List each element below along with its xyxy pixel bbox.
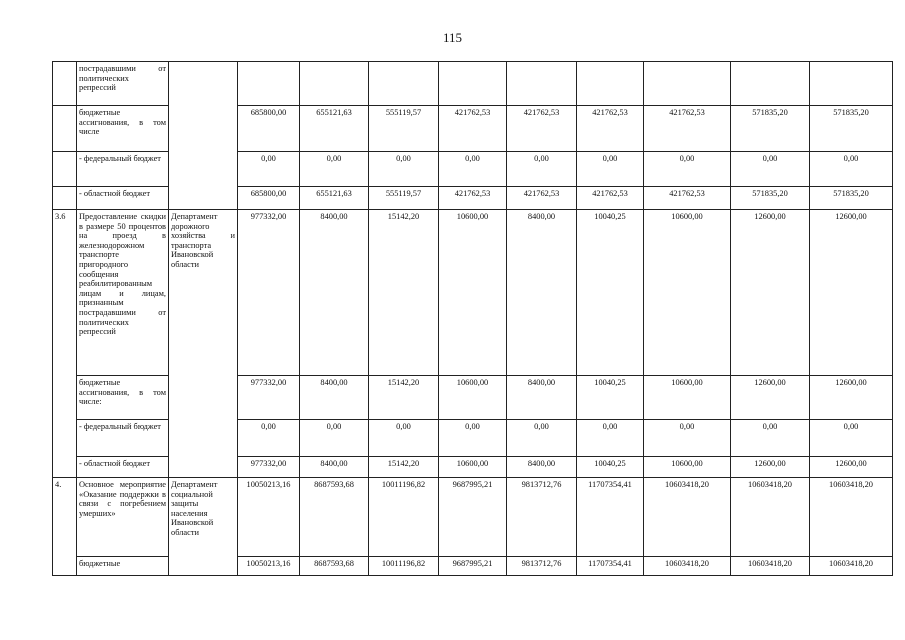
value-cell: 555119,57 <box>369 106 439 152</box>
value-cell: 10600,00 <box>439 376 507 420</box>
value-cell: 8400,00 <box>507 210 577 376</box>
value-cell: 977332,00 <box>238 376 300 420</box>
value-cell: 0,00 <box>238 152 300 187</box>
value-cell <box>507 62 577 106</box>
value-cell: 0,00 <box>300 152 369 187</box>
value-cell <box>439 62 507 106</box>
value-cell: 685800,00 <box>238 187 300 210</box>
value-cell: 9813712,76 <box>507 557 577 576</box>
row-index-cell <box>53 187 77 210</box>
value-cell: 10600,00 <box>439 457 507 478</box>
value-cell: 0,00 <box>644 420 731 457</box>
value-cell: 8400,00 <box>507 376 577 420</box>
value-cell: 12600,00 <box>810 210 893 376</box>
value-cell: 10040,25 <box>577 457 644 478</box>
value-cell: 10600,00 <box>644 457 731 478</box>
row-label-cell: - областной бюджет <box>77 187 169 210</box>
table-row <box>53 478 893 557</box>
value-cell: 0,00 <box>731 152 810 187</box>
value-cell: 8687593,68 <box>300 557 369 576</box>
value-cell: 571835,20 <box>810 187 893 210</box>
row-index-cell: 3.6 <box>53 210 77 478</box>
row-index-cell <box>53 62 77 106</box>
row-label-cell: - федеральный бюджет <box>77 152 169 187</box>
value-cell: 12600,00 <box>731 376 810 420</box>
row-label-cell: - областной бюджет <box>77 457 169 478</box>
value-cell: 10600,00 <box>644 210 731 376</box>
value-cell: 12600,00 <box>810 376 893 420</box>
value-cell <box>644 62 731 106</box>
value-cell: 555119,57 <box>369 187 439 210</box>
value-cell <box>369 62 439 106</box>
row-label-cell: Предоставление скидки в размере 50 процентов на проезд в железнодорожном транспорте пригородного сообщения реабилитированным лицам и лицам, признанным пострадавшими от политических репрессий <box>77 210 169 376</box>
value-cell: 10040,25 <box>577 376 644 420</box>
value-cell: 10603418,20 <box>731 557 810 576</box>
value-cell: 655121,63 <box>300 187 369 210</box>
value-cell: 15142,20 <box>369 210 439 376</box>
value-cell: 10600,00 <box>439 210 507 376</box>
value-cell: 571835,20 <box>810 106 893 152</box>
row-label-cell: Основное мероприятие «Оказание поддержки в связи с погребением умерших» <box>77 478 169 557</box>
value-cell: 0,00 <box>507 152 577 187</box>
value-cell: 421762,53 <box>644 187 731 210</box>
value-cell: 11707354,41 <box>577 478 644 557</box>
value-cell: 10040,25 <box>577 210 644 376</box>
value-cell: 421762,53 <box>507 187 577 210</box>
value-cell: 8400,00 <box>300 210 369 376</box>
value-cell: 10011196,82 <box>369 557 439 576</box>
value-cell <box>731 62 810 106</box>
value-cell: 421762,53 <box>577 187 644 210</box>
value-cell: 685800,00 <box>238 106 300 152</box>
budget-table <box>52 61 893 576</box>
value-cell: 0,00 <box>369 152 439 187</box>
value-cell: 10603418,20 <box>644 557 731 576</box>
value-cell: 421762,53 <box>507 106 577 152</box>
value-cell: 0,00 <box>439 152 507 187</box>
value-cell: 0,00 <box>369 420 439 457</box>
value-cell: 10600,00 <box>644 376 731 420</box>
value-cell: 421762,53 <box>577 106 644 152</box>
value-cell: 0,00 <box>300 420 369 457</box>
executor-cell <box>169 62 238 210</box>
value-cell: 0,00 <box>644 152 731 187</box>
executor-cell: Департамент социальной защиты населения Ивановской области <box>169 478 238 576</box>
value-cell: 977332,00 <box>238 457 300 478</box>
value-cell: 977332,00 <box>238 210 300 376</box>
value-cell: 12600,00 <box>810 457 893 478</box>
row-label-cell: бюджетные <box>77 557 169 576</box>
value-cell: 0,00 <box>439 420 507 457</box>
value-cell <box>238 62 300 106</box>
value-cell: 8400,00 <box>507 457 577 478</box>
table-row <box>53 210 893 376</box>
value-cell: 0,00 <box>507 420 577 457</box>
value-cell: 11707354,41 <box>577 557 644 576</box>
value-cell <box>577 62 644 106</box>
executor-cell: Департамент дорожного хозяйства и транспорта Ивановской области <box>169 210 238 478</box>
value-cell: 421762,53 <box>439 106 507 152</box>
row-index-cell <box>53 106 77 152</box>
value-cell: 9687995,21 <box>439 478 507 557</box>
row-index-cell: 4. <box>53 478 77 576</box>
value-cell: 10603418,20 <box>644 478 731 557</box>
value-cell: 8400,00 <box>300 376 369 420</box>
row-index-cell <box>53 152 77 187</box>
value-cell: 421762,53 <box>439 187 507 210</box>
value-cell <box>810 62 893 106</box>
value-cell: 655121,63 <box>300 106 369 152</box>
value-cell: 12600,00 <box>731 457 810 478</box>
value-cell: 10603418,20 <box>810 478 893 557</box>
value-cell: 10011196,82 <box>369 478 439 557</box>
value-cell: 0,00 <box>810 152 893 187</box>
row-label-cell: пострадавшими от политических репрессий <box>77 62 169 106</box>
table-row <box>53 62 893 106</box>
value-cell: 12600,00 <box>731 210 810 376</box>
value-cell: 8400,00 <box>300 457 369 478</box>
value-cell: 8687593,68 <box>300 478 369 557</box>
value-cell: 0,00 <box>731 420 810 457</box>
value-cell <box>300 62 369 106</box>
value-cell: 9813712,76 <box>507 478 577 557</box>
value-cell: 9687995,21 <box>439 557 507 576</box>
row-label-cell: бюджетные ассигнования, в том числе <box>77 106 169 152</box>
row-label-cell: - федеральный бюджет <box>77 420 169 457</box>
value-cell: 0,00 <box>238 420 300 457</box>
page-number: 115 <box>442 30 463 45</box>
value-cell: 15142,20 <box>369 457 439 478</box>
value-cell: 15142,20 <box>369 376 439 420</box>
value-cell: 10050213,16 <box>238 557 300 576</box>
value-cell: 10603418,20 <box>810 557 893 576</box>
value-cell: 421762,53 <box>644 106 731 152</box>
value-cell: 571835,20 <box>731 187 810 210</box>
value-cell: 0,00 <box>810 420 893 457</box>
value-cell: 0,00 <box>577 152 644 187</box>
value-cell: 0,00 <box>577 420 644 457</box>
value-cell: 10603418,20 <box>731 478 810 557</box>
value-cell: 10050213,16 <box>238 478 300 557</box>
value-cell: 571835,20 <box>731 106 810 152</box>
row-label-cell: бюджетные ассигнования, в том числе: <box>77 376 169 420</box>
